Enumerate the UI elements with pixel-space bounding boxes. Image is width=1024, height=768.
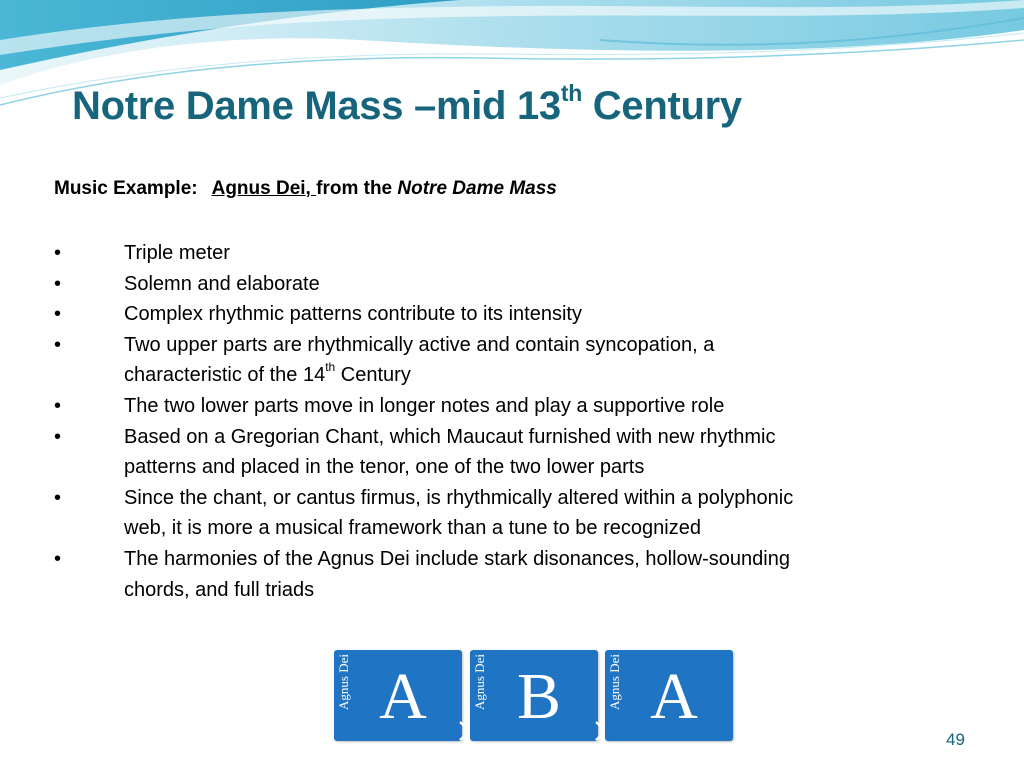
bullet-text: patterns and placed in the tenor, one of the two lower parts	[124, 456, 645, 479]
example-work: Notre Dame Mass	[397, 178, 557, 199]
page-number: 49	[946, 730, 965, 749]
box-letter: B	[516, 660, 562, 733]
bullet-text: Century	[335, 364, 411, 387]
bullet-text: Complex rhythmic patterns contribute to its intensity	[124, 303, 582, 326]
bullet-item	[54, 391, 954, 422]
box-side-label: Agnus Dei	[472, 654, 487, 710]
form-box-b	[470, 650, 598, 741]
bullet-dot: •	[54, 547, 62, 570]
bullet-dot: •	[54, 242, 62, 264]
bullet-text: The two lower parts move in longer notes and play a supportive role	[124, 394, 725, 417]
bullet-item	[54, 269, 954, 300]
bullet-text: The harmonies of the Agnus Dei include stark disonances, hollow-sounding	[124, 547, 790, 570]
bullet-dot: •	[54, 303, 62, 326]
bullet-text: Solemn and elaborate	[124, 272, 320, 295]
bullet-text: Triple meter	[124, 242, 230, 264]
bullet-text: Based on a Gregorian Chant, which Maucaut furnished with new rhythmic	[124, 425, 776, 448]
bullet-dot: •	[54, 333, 62, 356]
bullet-item	[54, 330, 954, 391]
slide-title	[72, 79, 742, 129]
bullet-item	[54, 299, 954, 330]
bullet-list	[54, 238, 954, 605]
bullet-text: web, it is more a musical framework than a tune to be recognized	[124, 517, 701, 540]
bullet-item	[54, 544, 954, 605]
bullet-item	[54, 238, 954, 269]
bullet-text: Since the chant, or cantus firmus, is rhythmically altered within a polyphonic	[124, 486, 794, 509]
bullet-text: Two upper parts are rhythmically active and contain syncopation, a	[124, 333, 715, 356]
bullet-text: characteristic of the 14	[124, 364, 326, 387]
title-superscript: th	[560, 79, 582, 106]
box-side-label: Agnus Dei	[336, 654, 351, 710]
example-link[interactable]: Agnus Dei,	[211, 178, 317, 199]
bullet-item	[54, 422, 954, 483]
form-box-a2	[605, 650, 733, 741]
bullet-dot: •	[54, 486, 62, 509]
bullet-superscript: th	[325, 359, 336, 374]
example-from: from the	[316, 178, 398, 199]
bullet-dot: •	[54, 272, 62, 295]
box-side-label: Agnus Dei	[607, 654, 622, 710]
music-example-line	[54, 178, 557, 200]
box-letter: A	[379, 660, 427, 733]
bullet-item	[54, 483, 954, 544]
bullet-dot: •	[54, 425, 62, 448]
example-label: Music Example:	[54, 178, 198, 199]
form-box-a1	[334, 650, 462, 741]
bullet-text: chords, and full triads	[124, 578, 315, 601]
form-diagram	[334, 650, 734, 742]
title-end: Century	[581, 84, 742, 128]
box-letter: A	[650, 660, 698, 733]
bullet-dot: •	[54, 394, 62, 417]
title-main: Notre Dame Mass –mid 13	[72, 84, 561, 128]
